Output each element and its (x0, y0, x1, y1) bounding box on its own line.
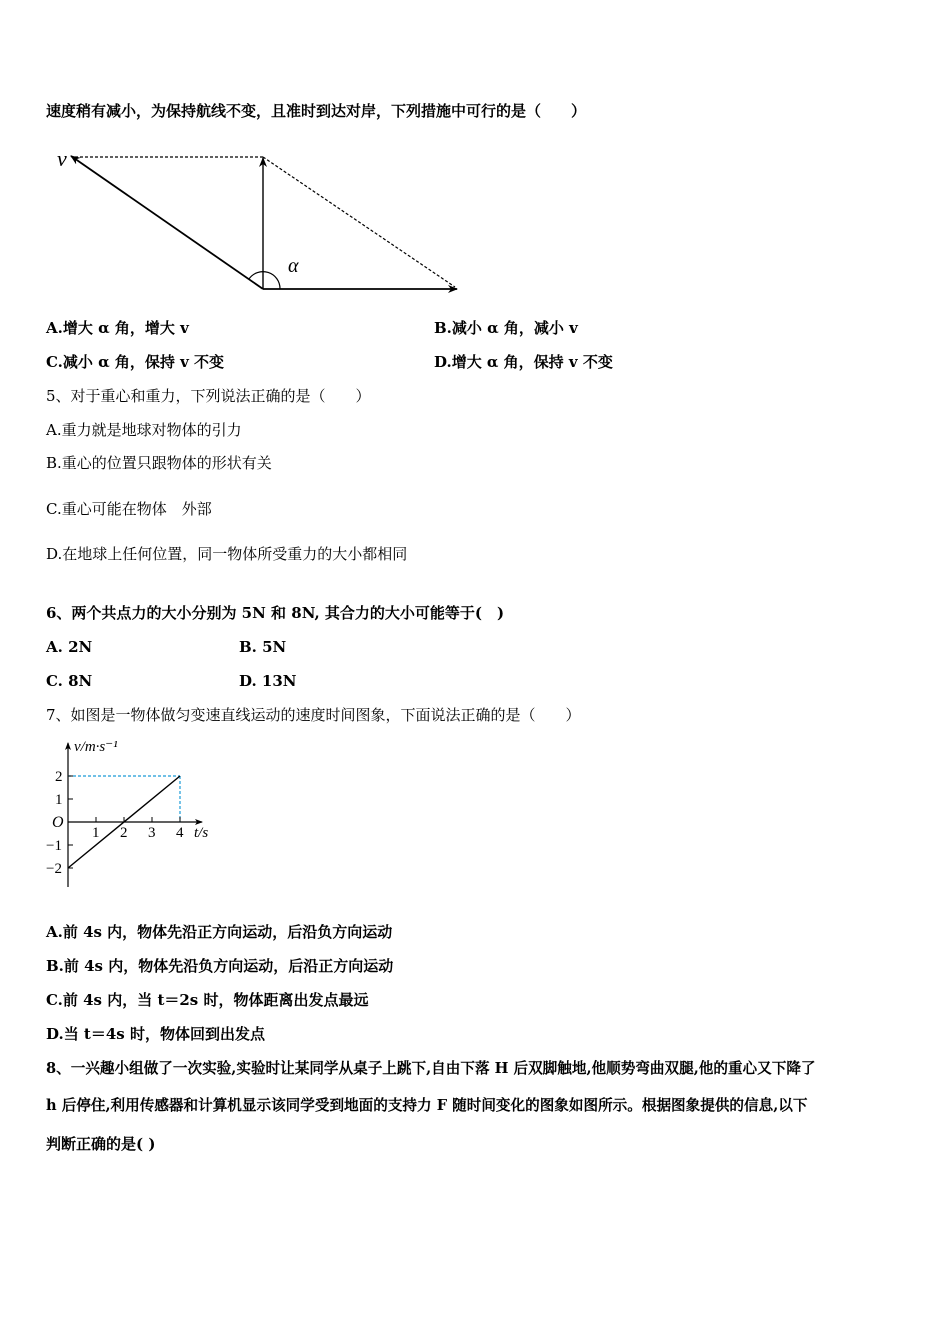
q6-option-a: A. 2N (46, 638, 93, 656)
q7-option-d: D.当 t＝4s 时，物体回到出发点 (46, 1025, 265, 1043)
angle-arc (249, 272, 280, 289)
q6-option-d: D. 13N (239, 672, 297, 690)
q6-option-b: B. 5N (239, 638, 287, 656)
q6-stem: 6、两个共点力的大小分别为 5N 和 8N, 其合力的大小可能等于( ) (46, 604, 505, 622)
q7-option-c: C.前 4s 内，当 t＝2s 时，物体距离出发点最远 (46, 991, 369, 1009)
q4-option-a: A.增大 α 角，增大 v (46, 319, 189, 337)
q5-option-c: C.重心可能在物体 外部 (46, 500, 212, 518)
y-tick-label: −1 (46, 838, 62, 854)
x-tick-label: 1 (92, 825, 100, 841)
y-tick-label: 2 (55, 769, 63, 785)
x-tick-label: 3 (148, 825, 156, 841)
q7-option-b: B.前 4s 内，物体先沿负方向运动，后沿正方向运动 (46, 957, 394, 975)
q4-stem: 速度稍有减小，为保持航线不变，且准时到达对岸，下列措施中可行的是（ ） (46, 102, 587, 120)
x-tick-label: 4 (176, 825, 184, 841)
vt-chart (40, 735, 240, 895)
q4-option-b: B.减小 α 角，减小 v (434, 319, 578, 337)
q5-stem: 5、对于重心和重力，下列说法正确的是（ ） (46, 387, 371, 405)
q8-line-1: 8、一兴趣小组做了一次实验,实验时让某同学从桌子上跳下,自由下落 H 后双脚触地,他顺势弯曲双腿,他的重心又下降了 (46, 1060, 816, 1077)
q4-option-c: C.减小 α 角，保持 v 不变 (46, 353, 225, 371)
q8-line-2: h 后停住,利用传感器和计算机显示该同学受到地面的支持力 F 随时间变化的图象如图所示。根据图象提供的信息,以下 (46, 1097, 808, 1114)
alpha-label: α (288, 255, 299, 277)
v-label: v (57, 146, 67, 171)
origin-label: O (52, 814, 64, 831)
q6-option-c: C. 8N (46, 672, 93, 690)
q5-option-b: B.重心的位置只跟物体的形状有关 (46, 454, 272, 472)
q5-option-d: D.在地球上任何位置，同一物体所受重力的大小都相同 (46, 545, 408, 563)
v-vector (71, 156, 263, 289)
y-axis-label: v/m·s⁻¹ (74, 739, 118, 755)
y-tick-label: 1 (55, 792, 63, 808)
q8-line-3: 判断正确的是( ) (46, 1135, 156, 1153)
q7-stem: 7、如图是一物体做匀变速直线运动的速度时间图象，下面说法正确的是（ ） (46, 706, 581, 724)
q7-option-a: A.前 4s 内，物体先沿正方向运动，后沿负方向运动 (46, 923, 393, 941)
q4-option-d: D.增大 α 角，保持 v 不变 (434, 353, 613, 371)
x-axis-label: t/s (194, 825, 209, 841)
velocity-vector-diagram (0, 0, 950, 310)
q5-option-a: A.重力就是地球对物体的引力 (46, 421, 242, 439)
x-tick-label: 2 (120, 825, 128, 841)
y-tick-label: −2 (46, 861, 62, 877)
